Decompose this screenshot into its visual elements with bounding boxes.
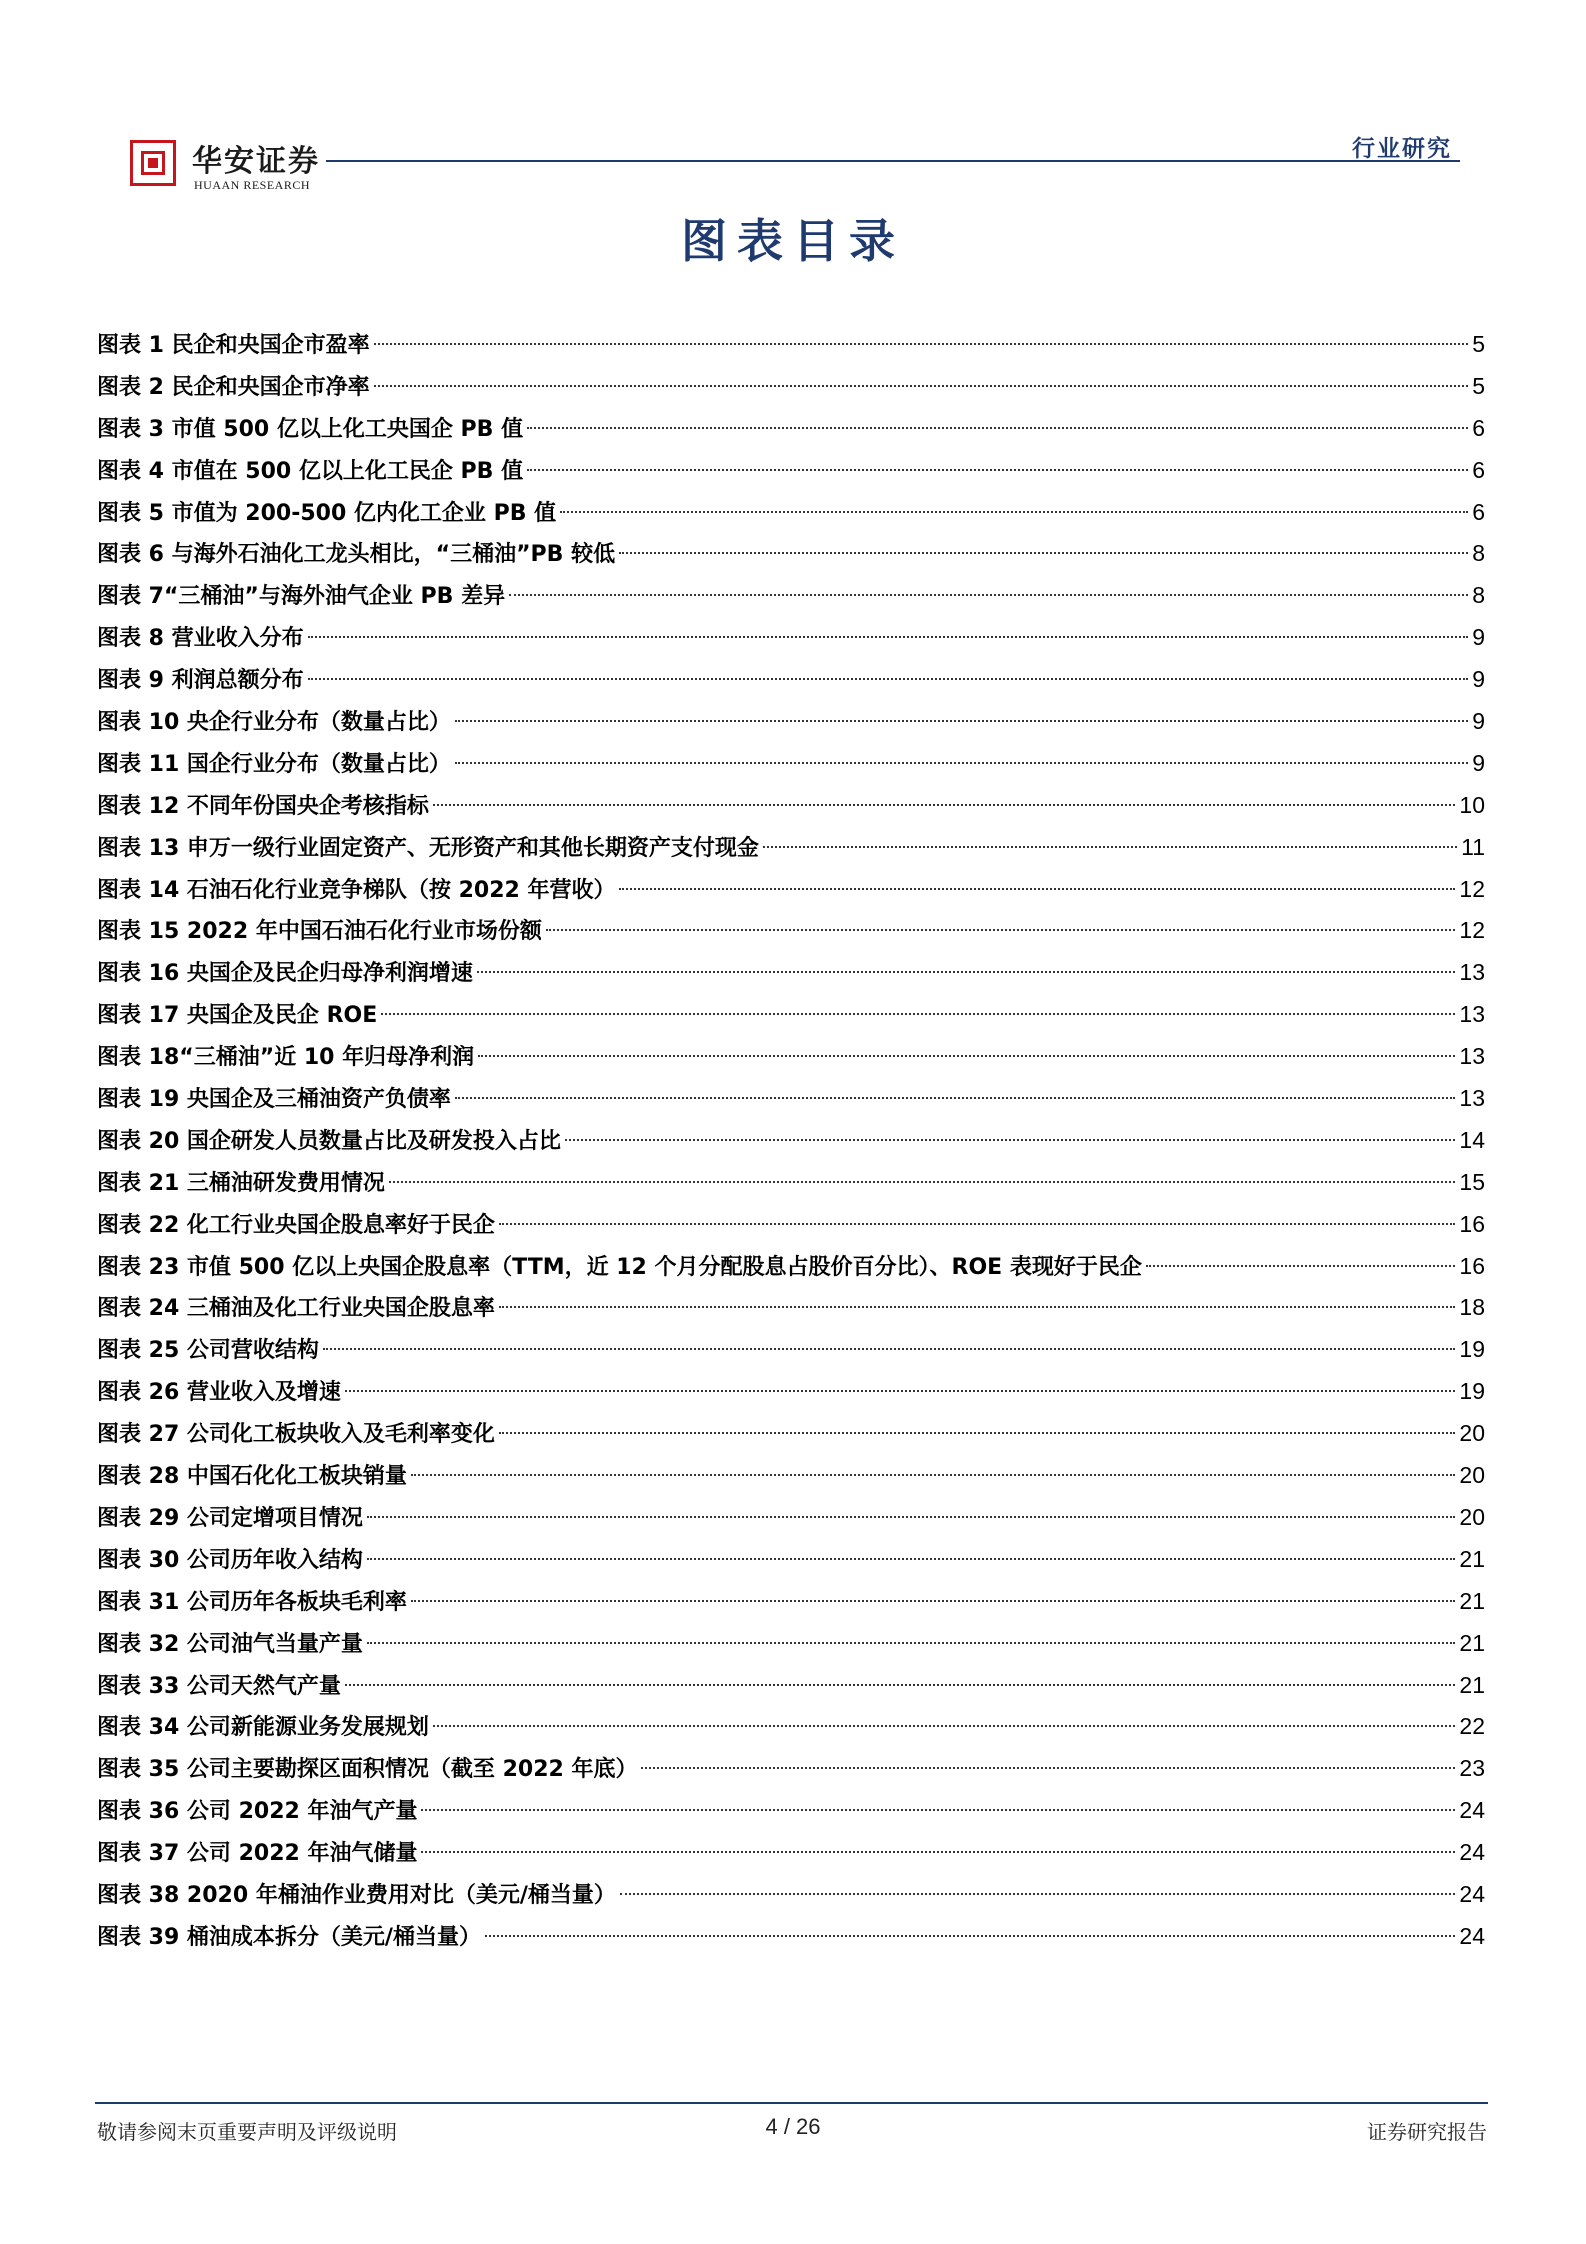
toc-entry-page-number[interactable]: 16 bbox=[1459, 1210, 1485, 1237]
toc-entry-page-number[interactable]: 11 bbox=[1461, 833, 1485, 860]
table-of-figures bbox=[97, 324, 1485, 1958]
toc-entry-label[interactable]: 图表 30 公司历年收入结构 bbox=[97, 1547, 363, 1573]
toc-entry-page-number[interactable]: 21 bbox=[1459, 1671, 1485, 1698]
toc-entry[interactable] bbox=[97, 1204, 1485, 1246]
toc-entry[interactable] bbox=[97, 1874, 1485, 1916]
page-header bbox=[130, 130, 1460, 200]
logo-chinese-name: 华安证券 bbox=[192, 144, 320, 179]
toc-dot-leader bbox=[367, 1558, 1455, 1560]
toc-dot-leader bbox=[499, 1223, 1455, 1225]
toc-dot-leader bbox=[763, 846, 1457, 848]
toc-entry-label[interactable]: 图表 7“三桶油”与海外油气企业 PB 差异 bbox=[97, 584, 506, 610]
page-title: 图表目录 bbox=[681, 214, 905, 268]
toc-dot-leader bbox=[527, 469, 1468, 471]
toc-entry-label[interactable]: 图表 32 公司油气当量产量 bbox=[97, 1631, 363, 1657]
toc-entry-label[interactable]: 图表 34 公司新能源业务发展规划 bbox=[97, 1715, 429, 1741]
toc-entry[interactable] bbox=[97, 827, 1485, 869]
toc-entry-page-number[interactable]: 19 bbox=[1459, 1378, 1485, 1405]
toc-entry-page-number[interactable]: 8 bbox=[1472, 540, 1485, 567]
section-tag: 行业研究 bbox=[1352, 136, 1452, 162]
toc-entry-label[interactable]: 图表 8 营业收入分布 bbox=[97, 626, 304, 652]
toc-entry-page-number[interactable]: 12 bbox=[1459, 875, 1485, 902]
toc-entry-page-number[interactable]: 9 bbox=[1472, 708, 1485, 735]
toc-entry-page-number[interactable]: 21 bbox=[1459, 1545, 1485, 1572]
toc-entry[interactable] bbox=[97, 450, 1485, 492]
toc-dot-leader bbox=[421, 1809, 1455, 1811]
toc-entry-label[interactable]: 图表 1 民企和央国企市盈率 bbox=[97, 333, 370, 358]
toc-dot-leader bbox=[389, 1181, 1455, 1183]
toc-entry-page-number[interactable]: 20 bbox=[1459, 1462, 1485, 1489]
toc-entry-page-number[interactable]: 24 bbox=[1459, 1797, 1485, 1824]
page-indicator: 4 / 26 bbox=[765, 2114, 821, 2139]
toc-entry-label[interactable]: 图表 10 央企行业分布（数量占比） bbox=[97, 710, 451, 736]
logo-english-name: HUAAN RESEARCH bbox=[194, 178, 311, 192]
toc-dot-leader bbox=[433, 1725, 1455, 1727]
toc-entry[interactable] bbox=[97, 1581, 1485, 1623]
toc-entry[interactable] bbox=[97, 324, 1485, 366]
toc-entry-label[interactable]: 图表 21 三桶油研发费用情况 bbox=[97, 1170, 385, 1196]
toc-entry-page-number[interactable]: 5 bbox=[1472, 372, 1485, 399]
toc-entry-label[interactable]: 图表 4 市值在 500 亿以上化工民企 PB 值 bbox=[97, 458, 524, 484]
toc-entry[interactable] bbox=[97, 533, 1485, 575]
toc-entry[interactable] bbox=[97, 1329, 1485, 1371]
toc-entry-page-number[interactable]: 9 bbox=[1472, 749, 1485, 776]
toc-entry-label[interactable]: 图表 35 公司主要勘探区面积情况（截至 2022 年底） bbox=[97, 1757, 638, 1783]
toc-dot-leader bbox=[641, 1767, 1455, 1769]
toc-entry[interactable] bbox=[97, 869, 1485, 911]
toc-entry-page-number[interactable]: 24 bbox=[1459, 1839, 1485, 1866]
toc-dot-leader bbox=[619, 888, 1455, 890]
toc-entry[interactable] bbox=[97, 1706, 1485, 1748]
toc-entry-page-number[interactable]: 13 bbox=[1459, 1043, 1485, 1070]
toc-dot-leader bbox=[477, 971, 1455, 973]
toc-entry[interactable] bbox=[97, 1455, 1485, 1497]
toc-entry-page-number[interactable]: 24 bbox=[1459, 1922, 1485, 1949]
toc-entry-label[interactable]: 图表 11 国企行业分布（数量占比） bbox=[97, 751, 451, 777]
toc-entry-page-number[interactable]: 21 bbox=[1459, 1587, 1485, 1614]
toc-dot-leader bbox=[374, 385, 1469, 387]
toc-entry[interactable] bbox=[97, 1287, 1485, 1329]
toc-entry[interactable] bbox=[97, 1748, 1485, 1790]
toc-entry-label[interactable]: 图表 27 公司化工板块收入及毛利率变化 bbox=[97, 1422, 495, 1448]
toc-dot-leader bbox=[565, 1139, 1455, 1141]
toc-entry[interactable] bbox=[97, 994, 1485, 1036]
toc-entry[interactable] bbox=[97, 1413, 1485, 1455]
header-divider bbox=[326, 160, 1460, 162]
toc-entry-page-number[interactable]: 10 bbox=[1459, 791, 1485, 818]
toc-dot-leader bbox=[527, 427, 1468, 429]
toc-dot-leader bbox=[509, 594, 1468, 596]
toc-dot-leader bbox=[455, 1097, 1455, 1099]
toc-entry[interactable] bbox=[97, 1246, 1485, 1288]
toc-entry-page-number[interactable]: 14 bbox=[1459, 1126, 1485, 1153]
toc-entry-label[interactable]: 图表 6 与海外石油化工龙头相比，“三桶油”PB 较低 bbox=[97, 542, 616, 568]
toc-entry-page-number[interactable]: 6 bbox=[1472, 456, 1485, 483]
toc-entry-label[interactable]: 图表 33 公司天然气产量 bbox=[97, 1673, 341, 1699]
toc-entry[interactable] bbox=[97, 408, 1485, 450]
toc-entry-page-number[interactable]: 21 bbox=[1459, 1629, 1485, 1656]
toc-entry-label[interactable]: 图表 38 2020 年桶油作业费用对比（美元/桶当量） bbox=[97, 1882, 616, 1908]
toc-entry-page-number[interactable]: 13 bbox=[1459, 1001, 1485, 1028]
toc-entry-page-number[interactable]: 23 bbox=[1459, 1755, 1485, 1782]
toc-entry-page-number[interactable]: 5 bbox=[1472, 331, 1485, 357]
footer-disclaimer: 敬请参阅末页重要声明及评级说明 bbox=[97, 2120, 397, 2144]
toc-entry[interactable] bbox=[97, 366, 1485, 408]
toc-entry-page-number[interactable]: 18 bbox=[1459, 1294, 1485, 1321]
toc-dot-leader bbox=[308, 678, 1469, 680]
toc-entry[interactable] bbox=[97, 1832, 1485, 1874]
toc-entry-page-number[interactable]: 22 bbox=[1459, 1713, 1485, 1740]
toc-entry[interactable] bbox=[97, 1497, 1485, 1539]
toc-entry-label[interactable]: 图表 28 中国石化化工板块销量 bbox=[97, 1464, 407, 1490]
toc-entry-page-number[interactable]: 15 bbox=[1459, 1168, 1485, 1195]
toc-entry-page-number[interactable]: 12 bbox=[1459, 917, 1485, 944]
huaan-logo-icon bbox=[130, 140, 176, 186]
toc-entry[interactable] bbox=[97, 617, 1485, 659]
toc-dot-leader bbox=[308, 636, 1469, 638]
toc-entry[interactable] bbox=[97, 910, 1485, 952]
toc-entry-page-number[interactable]: 6 bbox=[1472, 498, 1485, 525]
toc-entry[interactable] bbox=[97, 492, 1485, 534]
toc-entry-page-number[interactable]: 19 bbox=[1459, 1336, 1485, 1363]
toc-entry-label[interactable]: 图表 37 公司 2022 年油气储量 bbox=[97, 1841, 418, 1867]
toc-entry-label[interactable]: 图表 15 2022 年中国石油石化行业市场份额 bbox=[97, 919, 542, 945]
toc-entry-label[interactable]: 图表 19 央国企及三桶油资产负债率 bbox=[97, 1087, 451, 1113]
toc-entry-page-number[interactable]: 9 bbox=[1472, 666, 1485, 693]
toc-entry[interactable] bbox=[97, 1790, 1485, 1832]
toc-entry-page-number[interactable]: 9 bbox=[1472, 624, 1485, 651]
toc-dot-leader bbox=[455, 762, 1468, 764]
toc-entry-page-number[interactable]: 20 bbox=[1459, 1503, 1485, 1530]
toc-entry-label[interactable]: 图表 23 市值 500 亿以上央国企股息率（TTM，近 12 个月分配股息占股价百分比）、ROE 表现好于民企 bbox=[97, 1254, 1142, 1280]
toc-entry-label[interactable]: 图表 29 公司定增项目情况 bbox=[97, 1505, 363, 1531]
toc-entry-page-number[interactable]: 20 bbox=[1459, 1420, 1485, 1447]
toc-dot-leader bbox=[367, 1642, 1455, 1644]
toc-entry-label[interactable]: 图表 9 利润总额分布 bbox=[97, 668, 304, 694]
toc-dot-leader bbox=[345, 1390, 1455, 1392]
toc-dot-leader bbox=[323, 1348, 1455, 1350]
toc-entry[interactable] bbox=[97, 785, 1485, 827]
toc-dot-leader bbox=[499, 1432, 1455, 1434]
toc-dot-leader bbox=[345, 1684, 1455, 1686]
toc-entry-label[interactable]: 图表 31 公司历年各板块毛利率 bbox=[97, 1589, 407, 1615]
toc-entry[interactable] bbox=[97, 1665, 1485, 1707]
toc-entry-label[interactable]: 图表 26 营业收入及增速 bbox=[97, 1380, 341, 1406]
toc-dot-leader bbox=[411, 1474, 1455, 1476]
toc-dot-leader bbox=[1146, 1265, 1456, 1267]
toc-dot-leader bbox=[411, 1600, 1455, 1602]
toc-dot-leader bbox=[478, 1055, 1455, 1057]
toc-entry[interactable] bbox=[97, 952, 1485, 994]
toc-entry-page-number[interactable]: 24 bbox=[1459, 1880, 1485, 1907]
footer-divider bbox=[95, 2102, 1488, 2104]
toc-entry[interactable] bbox=[97, 1539, 1485, 1581]
toc-entry-page-number[interactable]: 13 bbox=[1459, 1085, 1485, 1112]
toc-entry-label[interactable]: 图表 20 国企研发人员数量占比及研发投入占比 bbox=[97, 1128, 561, 1154]
toc-entry-label[interactable]: 图表 18“三桶油”近 10 年归母净利润 bbox=[97, 1045, 475, 1071]
toc-entry[interactable] bbox=[97, 1916, 1485, 1958]
toc-dot-leader bbox=[499, 1306, 1455, 1308]
report-type: 证券研究报告 bbox=[1367, 2120, 1487, 2144]
toc-entry-label[interactable]: 图表 5 市值为 200-500 亿内化工企业 PB 值 bbox=[97, 500, 557, 526]
toc-dot-leader bbox=[455, 720, 1468, 722]
toc-entry-label[interactable]: 图表 13 申万一级行业固定资产、无形资产和其他长期资产支付现金 bbox=[97, 835, 759, 861]
toc-entry[interactable] bbox=[97, 1036, 1485, 1078]
toc-entry-page-number[interactable]: 13 bbox=[1459, 959, 1485, 986]
toc-entry-label[interactable]: 图表 25 公司营收结构 bbox=[97, 1338, 319, 1364]
toc-entry[interactable] bbox=[97, 701, 1485, 743]
toc-entry-page-number[interactable]: 8 bbox=[1472, 582, 1485, 609]
toc-dot-leader bbox=[619, 552, 1468, 554]
toc-entry-page-number[interactable]: 6 bbox=[1472, 414, 1485, 441]
toc-dot-leader bbox=[374, 343, 1469, 345]
toc-dot-leader bbox=[485, 1935, 1455, 1937]
toc-entry-label[interactable]: 图表 14 石油石化行业竞争梯队（按 2022 年营收） bbox=[97, 877, 616, 903]
toc-entry[interactable] bbox=[97, 1371, 1485, 1413]
toc-dot-leader bbox=[433, 804, 1455, 806]
toc-dot-leader bbox=[367, 1516, 1455, 1518]
toc-entry-label[interactable]: 图表 17 央国企及民企 ROE bbox=[97, 1003, 378, 1029]
toc-dot-leader bbox=[421, 1851, 1455, 1853]
toc-entry-label[interactable]: 图表 3 市值 500 亿以上化工央国企 PB 值 bbox=[97, 416, 524, 442]
toc-entry[interactable] bbox=[97, 1120, 1485, 1162]
toc-entry[interactable] bbox=[97, 1078, 1485, 1120]
toc-entry-label[interactable]: 图表 16 央国企及民企归母净利润增速 bbox=[97, 961, 473, 987]
toc-entry-page-number[interactable]: 16 bbox=[1459, 1252, 1485, 1279]
toc-entry-label[interactable]: 图表 36 公司 2022 年油气产量 bbox=[97, 1799, 418, 1825]
toc-dot-leader bbox=[546, 929, 1456, 931]
toc-entry-label[interactable]: 图表 2 民企和央国企市净率 bbox=[97, 374, 370, 400]
toc-entry-label[interactable]: 图表 22 化工行业央国企股息率好于民企 bbox=[97, 1212, 495, 1238]
toc-entry[interactable] bbox=[97, 743, 1485, 785]
toc-dot-leader bbox=[381, 1013, 1455, 1015]
toc-entry-label[interactable]: 图表 12 不同年份国央企考核指标 bbox=[97, 793, 429, 819]
toc-entry[interactable] bbox=[97, 575, 1485, 617]
toc-dot-leader bbox=[620, 1893, 1456, 1895]
toc-entry[interactable] bbox=[97, 1623, 1485, 1665]
toc-entry[interactable] bbox=[97, 1162, 1485, 1204]
toc-dot-leader bbox=[560, 511, 1468, 513]
toc-entry-label[interactable]: 图表 39 桶油成本拆分（美元/桶当量） bbox=[97, 1924, 481, 1950]
toc-entry[interactable] bbox=[97, 659, 1485, 701]
toc-entry-label[interactable]: 图表 24 三桶油及化工行业央国企股息率 bbox=[97, 1296, 495, 1322]
